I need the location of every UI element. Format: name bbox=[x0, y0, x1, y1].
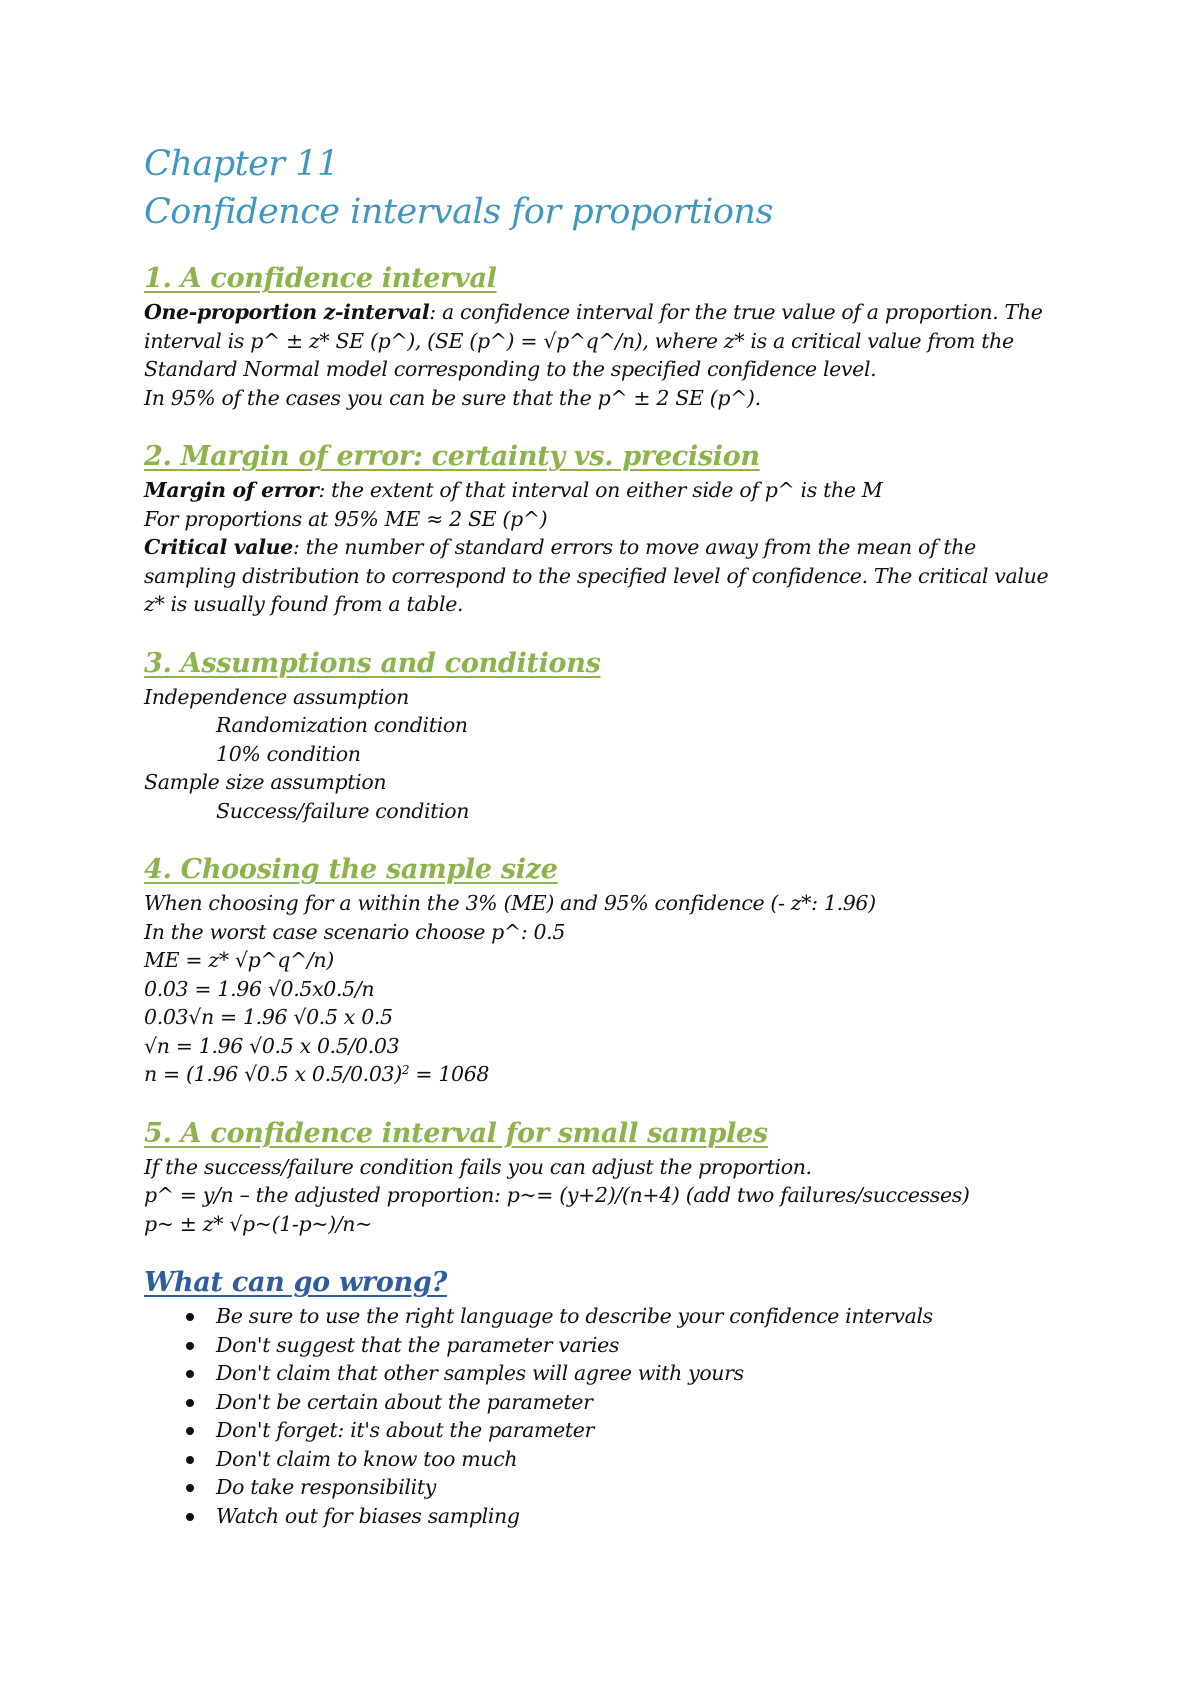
section-heading: What can go wrong? bbox=[144, 1267, 447, 1298]
formula-line: 0.03 = 1.96 √0.5x0.5/n bbox=[144, 976, 375, 1001]
list-item bbox=[144, 1473, 1064, 1502]
bullet-icon bbox=[186, 1484, 194, 1492]
list-item-text: Do take responsibility bbox=[216, 1475, 436, 1499]
section-confidence-interval bbox=[144, 262, 1064, 412]
definition-text: : the extent of that interval on either side of p^ is the M bbox=[318, 478, 883, 502]
text-line: In 95% of the cases you can be sure that the p^ ± 2 SE (p^). bbox=[144, 385, 761, 410]
formula-line: p^ = y/n – the adjusted proportion: p~= (y+2)/(n+4) (add two failures/successes) bbox=[144, 1183, 970, 1207]
definition-line bbox=[144, 476, 1064, 505]
document-page bbox=[144, 140, 1064, 1530]
list-item-text: Be sure to use the right language to describe your confidence intervals bbox=[216, 1304, 933, 1328]
section-margin-of-error bbox=[144, 440, 1064, 619]
definition-term: One-proportion z-interval bbox=[144, 300, 430, 324]
definition-line bbox=[144, 298, 1064, 327]
list-item-text: Don't suggest that the parameter varies bbox=[216, 1332, 620, 1357]
formula-start: n = (1.96 √0.5 x 0.5/0.03) bbox=[144, 1062, 402, 1086]
bullet-icon bbox=[186, 1456, 194, 1464]
condition-line: 10% condition bbox=[216, 741, 361, 766]
bullet-icon bbox=[186, 1399, 194, 1407]
formula-line: p~ ± z* √p~(1-p~)/n~ bbox=[144, 1211, 372, 1236]
bullet-icon bbox=[186, 1513, 194, 1521]
text-line: When choosing for a within the 3% (ME) and 95% confidence (- z*: 1.96) bbox=[144, 891, 876, 915]
section-heading: 1. A confidence interval bbox=[144, 263, 497, 294]
list-item bbox=[144, 1445, 1064, 1474]
formula-line: √n = 1.96 √0.5 x 0.5/0.03 bbox=[144, 1033, 400, 1058]
formula-line bbox=[144, 1060, 1064, 1089]
section-sample-size bbox=[144, 853, 1064, 1089]
text-line: If the success/failure condition fails you can adjust the proportion. bbox=[144, 1154, 812, 1179]
list-item-text: Watch out for biases sampling bbox=[216, 1503, 520, 1528]
bullet-icon bbox=[186, 1342, 194, 1350]
list-item bbox=[144, 1302, 1064, 1331]
list-item bbox=[144, 1502, 1064, 1531]
chapter-title: Confidence intervals for proportions bbox=[144, 192, 773, 232]
bullet-icon bbox=[186, 1370, 194, 1378]
list-item-text: Don't be certain about the parameter bbox=[216, 1389, 593, 1414]
definition-term: Critical value bbox=[144, 535, 293, 559]
definition-term: Margin of error bbox=[144, 478, 319, 502]
document-title bbox=[144, 140, 1064, 236]
section-heading: 4. Choosing the sample size bbox=[144, 854, 558, 885]
section-heading: 5. A confidence interval for small samples bbox=[144, 1117, 768, 1149]
section-what-can-go-wrong bbox=[144, 1266, 1064, 1530]
formula-exponent: 2 bbox=[401, 1063, 410, 1077]
bullet-icon bbox=[186, 1427, 194, 1435]
text-line: z* is usually found from a table. bbox=[144, 592, 464, 616]
section-assumptions bbox=[144, 647, 1064, 826]
text-line: For proportions at 95% ME ≈ 2 SE (p^) bbox=[144, 506, 548, 531]
formula-end: = 1068 bbox=[409, 1062, 490, 1086]
chapter-number: Chapter 11 bbox=[144, 144, 339, 184]
text-line: sampling distribution to correspond to the specified level of confidence. The critical value bbox=[144, 563, 1049, 588]
formula-line: ME = z* √p^q^/n) bbox=[144, 948, 334, 972]
list-item bbox=[144, 1416, 1064, 1445]
section-small-samples bbox=[144, 1117, 1064, 1239]
text-line: Standard Normal model corresponding to the specified confidence level. bbox=[144, 357, 877, 381]
section-heading: 2. Margin of error: certainty vs. precision bbox=[144, 441, 760, 472]
text-line: interval is p^ ± z* SE (p^), (SE (p^) = √p^q^/n), where z* is a critical value from the bbox=[144, 328, 1014, 353]
definition-text: : a confidence interval for the true value of a proportion. The bbox=[429, 300, 1043, 324]
definition-text: : the number of standard errors to move away from the mean of the bbox=[292, 535, 976, 559]
condition-line: Success/failure condition bbox=[216, 798, 470, 823]
formula-line: 0.03√n = 1.96 √0.5 x 0.5 bbox=[144, 1005, 393, 1029]
section-heading: 3. Assumptions and conditions bbox=[144, 647, 601, 679]
list-item-text: Don't claim to know too much bbox=[216, 1446, 518, 1471]
condition-line: Randomization condition bbox=[216, 713, 468, 737]
definition-line bbox=[144, 533, 1064, 562]
assumption-line: Independence assumption bbox=[144, 684, 409, 709]
list-item bbox=[144, 1359, 1064, 1388]
text-line: In the worst case scenario choose p^: 0.5 bbox=[144, 919, 566, 944]
list-item bbox=[144, 1331, 1064, 1360]
list-item-text: Don't claim that other samples will agree with yours bbox=[216, 1361, 744, 1385]
list-item-text: Don't forget: it's about the parameter bbox=[216, 1418, 595, 1442]
assumption-line: Sample size assumption bbox=[144, 770, 387, 794]
list-item bbox=[144, 1388, 1064, 1417]
bullet-list bbox=[144, 1302, 1064, 1530]
bullet-icon bbox=[186, 1313, 194, 1321]
